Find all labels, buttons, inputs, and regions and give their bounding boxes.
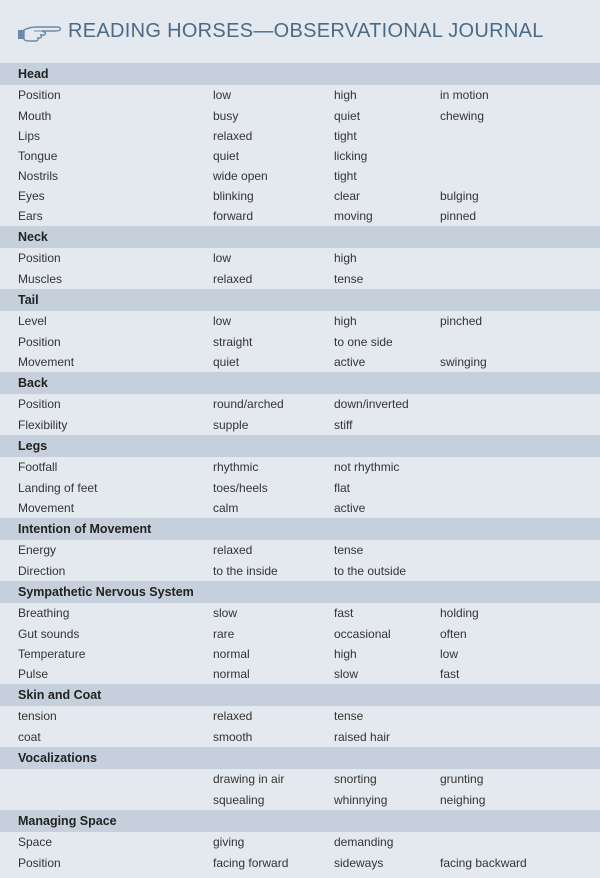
option-cell: chewing: [440, 109, 485, 123]
option-cell: pinned: [440, 209, 477, 223]
option-cell: normal: [213, 647, 250, 661]
row-label: Movement: [18, 501, 75, 515]
table-row: [0, 664, 600, 684]
row-label: Position: [18, 397, 61, 411]
table-row: [0, 498, 600, 518]
option-cell: smooth: [213, 730, 253, 744]
row-label: Movement: [18, 355, 75, 369]
row-label: Position: [18, 251, 61, 265]
row-label: coat: [18, 730, 41, 744]
option-cell: relaxed: [213, 272, 253, 286]
option-cell: high: [334, 88, 357, 102]
table-row: [0, 561, 600, 581]
option-cell: fast: [334, 606, 354, 620]
option-cell: tense: [334, 543, 364, 557]
option-cell: bulging: [440, 189, 479, 203]
option-cell: fast: [440, 667, 460, 681]
section-header: Neck: [0, 226, 600, 248]
option-cell: occasional: [334, 627, 391, 641]
option-cell: toes/heels: [213, 481, 268, 495]
row-label: Position: [18, 88, 61, 102]
option-cell: to one side: [334, 335, 393, 349]
row-label: Level: [18, 314, 47, 328]
option-cell: snorting: [334, 772, 377, 786]
row-label: Tongue: [18, 149, 58, 163]
option-cell: not rhythmic: [334, 460, 400, 474]
option-cell: normal: [213, 667, 250, 681]
table-row: [0, 706, 600, 727]
table-row: [0, 206, 600, 226]
option-cell: quiet: [334, 109, 361, 123]
observation-table: [0, 63, 600, 873]
row-label: Lips: [18, 129, 41, 143]
section-header: Sympathetic Nervous System: [0, 581, 600, 603]
section-header: Back: [0, 372, 600, 394]
option-cell: blinking: [213, 189, 254, 203]
option-cell: down/inverted: [334, 397, 409, 411]
table-row: [0, 352, 600, 372]
row-label: Landing of feet: [18, 481, 98, 495]
row-label: Flexibility: [18, 418, 68, 432]
row-label: Eyes: [18, 189, 45, 203]
option-cell: high: [334, 251, 357, 265]
option-cell: swinging: [440, 355, 487, 369]
option-cell: rhythmic: [213, 460, 259, 474]
option-cell: to the outside: [334, 564, 407, 578]
page-title: READING HORSES—OBSERVATIONAL JOURNAL: [68, 20, 544, 42]
option-cell: tense: [334, 709, 364, 723]
row-label: Ears: [18, 209, 43, 223]
section-header: Skin and Coat: [0, 684, 600, 706]
option-cell: low: [213, 314, 232, 328]
table-row: [0, 146, 600, 166]
section-header: Intention of Movement: [0, 518, 600, 540]
option-cell: low: [213, 251, 232, 265]
row-label: Temperature: [18, 647, 86, 661]
table-row: [0, 415, 600, 435]
section-header: Legs: [0, 435, 600, 457]
option-cell: slow: [213, 606, 238, 620]
row-label: Gut sounds: [18, 627, 80, 641]
row-label: Nostrils: [18, 169, 59, 183]
option-cell: licking: [334, 149, 368, 163]
table-row: [0, 394, 600, 415]
section-header: Head: [0, 63, 600, 85]
table-row: [0, 106, 600, 126]
option-cell: to the inside: [213, 564, 278, 578]
table-row: [0, 332, 600, 352]
option-cell: low: [213, 88, 232, 102]
table-row: [0, 166, 600, 186]
row-label: Mouth: [18, 109, 52, 123]
option-cell: relaxed: [213, 129, 253, 143]
option-cell: facing backward: [440, 856, 527, 870]
option-cell: squealing: [213, 793, 265, 807]
option-cell: round/arched: [213, 397, 284, 411]
row-label: Space: [18, 835, 53, 849]
table-row: [0, 540, 600, 561]
option-cell: moving: [334, 209, 373, 223]
table-row: [0, 478, 600, 498]
option-cell: relaxed: [213, 543, 253, 557]
row-label: Position: [18, 335, 61, 349]
table-row: [0, 624, 600, 644]
table-row: [0, 603, 600, 624]
option-cell: sideways: [334, 856, 384, 870]
row-label: Pulse: [18, 667, 49, 681]
option-cell: tight: [334, 169, 357, 183]
option-cell: holding: [440, 606, 479, 620]
option-cell: busy: [213, 109, 239, 123]
option-cell: wide open: [213, 169, 268, 183]
row-label: Footfall: [18, 460, 58, 474]
option-cell: often: [440, 627, 467, 641]
option-cell: rare: [213, 627, 235, 641]
table-row: [0, 727, 600, 747]
row-label: tension: [18, 709, 57, 723]
option-cell: whinnying: [334, 793, 388, 807]
option-cell: slow: [334, 667, 359, 681]
option-cell: clear: [334, 189, 361, 203]
option-cell: straight: [213, 335, 253, 349]
section-header: Managing Space: [0, 810, 600, 832]
option-cell: forward: [213, 209, 254, 223]
option-cell: grunting: [440, 772, 484, 786]
table-row: [0, 126, 600, 146]
table-row: [0, 457, 600, 478]
option-cell: facing forward: [213, 856, 289, 870]
table-row: [0, 248, 600, 269]
option-cell: giving: [213, 835, 245, 849]
row-label: Muscles: [18, 272, 63, 286]
option-cell: quiet: [213, 149, 240, 163]
option-cell: raised hair: [334, 730, 391, 744]
table-row: [0, 644, 600, 664]
option-cell: neighing: [440, 793, 486, 807]
table-row: [0, 769, 600, 790]
option-cell: tense: [334, 272, 364, 286]
table-row: [0, 311, 600, 332]
table-row: [0, 85, 600, 106]
row-label: Position: [18, 856, 61, 870]
option-cell: tight: [334, 129, 357, 143]
table-row: [0, 790, 600, 810]
header: [0, 0, 600, 60]
option-cell: high: [334, 314, 357, 328]
option-cell: drawing in air: [213, 772, 285, 786]
option-cell: low: [440, 647, 459, 661]
option-cell: quiet: [213, 355, 240, 369]
option-cell: in motion: [440, 88, 489, 102]
option-cell: relaxed: [213, 709, 253, 723]
table-row: [0, 186, 600, 206]
row-label: Direction: [18, 564, 66, 578]
table-row: [0, 269, 600, 289]
option-cell: supple: [213, 418, 249, 432]
option-cell: active: [334, 501, 366, 515]
section-header: Vocalizations: [0, 747, 600, 769]
table-row: [0, 832, 600, 853]
option-cell: active: [334, 355, 366, 369]
pointing-hand-icon: [16, 24, 62, 42]
section-header: Tail: [0, 289, 600, 311]
table-row: [0, 853, 600, 873]
option-cell: demanding: [334, 835, 394, 849]
option-cell: flat: [334, 481, 351, 495]
row-label: Energy: [18, 543, 57, 557]
option-cell: calm: [213, 501, 239, 515]
option-cell: pinched: [440, 314, 483, 328]
option-cell: high: [334, 647, 357, 661]
row-label: Breathing: [18, 606, 70, 620]
option-cell: stiff: [334, 418, 353, 432]
